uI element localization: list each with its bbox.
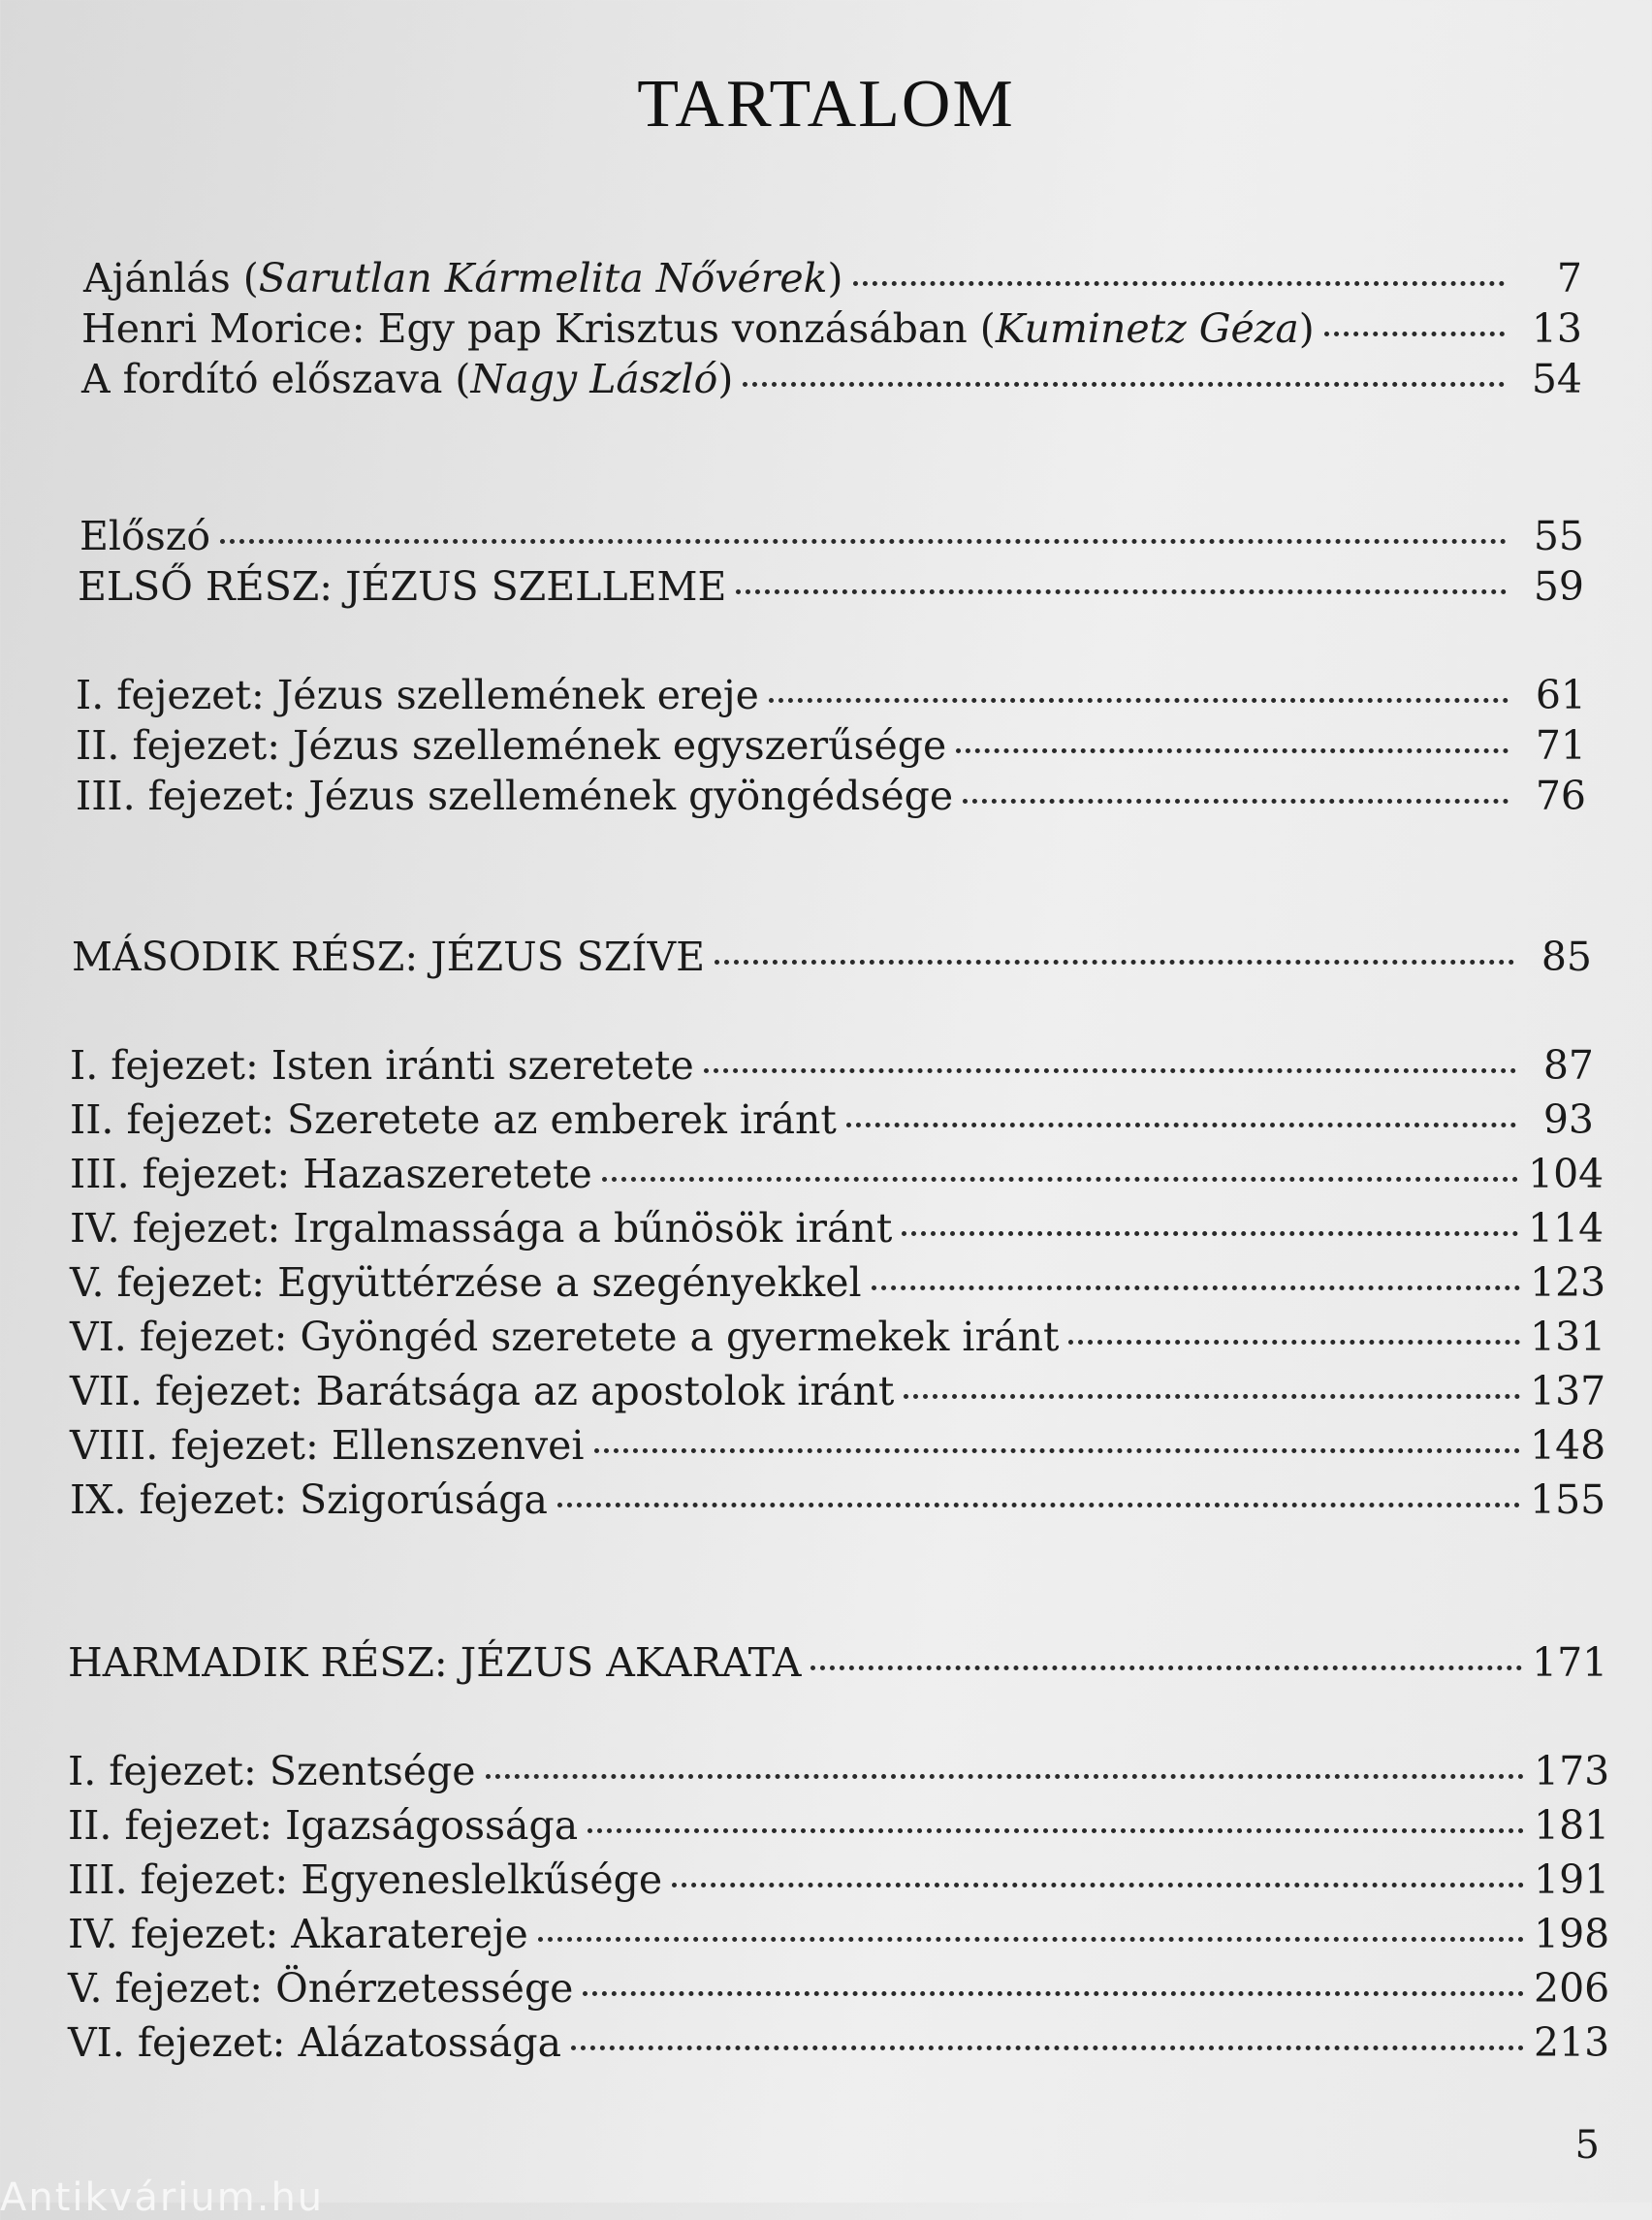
leader-dots <box>853 271 1506 286</box>
toc-entry-label: I. fejezet: Isten iránti szeretete <box>70 1042 694 1089</box>
leader-dots <box>583 1982 1524 1996</box>
toc-part-heading <box>78 562 1584 613</box>
toc-entry-label: III. fejezet: Jézus szellemének gyöngédsége <box>76 773 954 819</box>
leader-dots <box>588 1819 1524 1833</box>
toc-page-number: 123 <box>1530 1259 1606 1306</box>
toc-entry-label: A fordító előszava (Nagy László) <box>81 356 734 402</box>
toc-entry <box>76 671 1586 721</box>
toc-entry <box>70 1421 1606 1472</box>
leader-dots <box>902 1221 1518 1236</box>
toc-page-number: 171 <box>1532 1639 1608 1686</box>
toc-page-number: 198 <box>1534 1911 1610 1957</box>
toc-page-number: 59 <box>1533 563 1584 610</box>
leader-dots <box>704 1059 1516 1073</box>
toc-entry-label: II. fejezet: Jézus szellemének egyszerűsége <box>76 722 947 769</box>
leader-dots <box>557 1493 1520 1507</box>
toc-entry <box>68 1964 1610 2014</box>
toc-entry-label: Ajánlás (Sarutlan Kármelita Nővérek) <box>83 255 843 301</box>
page-number: 5 <box>1574 2123 1600 2168</box>
toc-page-number: 71 <box>1535 722 1586 769</box>
toc-entry <box>70 1475 1606 1526</box>
leader-dots <box>846 1113 1516 1127</box>
page-title: TARTALOM <box>637 67 1015 142</box>
leader-dots <box>736 580 1507 594</box>
leader-dots <box>963 789 1509 804</box>
toc-page-number: 85 <box>1541 934 1592 980</box>
toc-entry-label: IV. fejezet: Akaratereje <box>68 1911 528 1957</box>
toc-entry <box>70 1367 1606 1417</box>
toc-entry-label: HARMADIK RÉSZ: JÉZUS AKARATA <box>68 1639 802 1686</box>
toc-entry-label: VI. fejezet: Alázatossága <box>68 2019 562 2066</box>
toc-page-number: 206 <box>1534 1965 1610 2012</box>
toc-entry <box>70 1313 1606 1363</box>
toc-page-number: 191 <box>1534 1856 1610 1903</box>
leader-dots <box>672 1873 1524 1887</box>
leader-dots <box>956 739 1509 753</box>
toc-entry-label: III. fejezet: Egyeneslelkűsége <box>68 1856 663 1903</box>
toc-page-number: 131 <box>1530 1314 1606 1360</box>
toc-entry-label: I. fejezet: Jézus szellemének ereje <box>76 672 759 718</box>
toc-entry <box>79 512 1584 562</box>
toc-page-number: 104 <box>1528 1151 1604 1197</box>
toc-entry <box>76 772 1586 822</box>
toc-entry-label: Henri Morice: Egy pap Krisztus vonzásában (Kuminetz Géza) <box>81 305 1315 352</box>
leader-dots <box>715 950 1514 965</box>
toc-entry-label: VI. fejezet: Gyöngéd szeretete a gyermekek iránt <box>70 1314 1060 1360</box>
toc-entry-label: VIII. fejezet: Ellenszenvei <box>70 1422 585 1469</box>
toc-entry-label: MÁSODIK RÉSZ: JÉZUS SZÍVE <box>72 934 706 980</box>
toc-entry <box>81 304 1582 355</box>
toc-entry-label: II. fejezet: Igazságossága <box>68 1802 579 1849</box>
toc-part-heading <box>68 1638 1608 1689</box>
toc-page-number: 181 <box>1534 1802 1610 1849</box>
leader-dots <box>602 1167 1518 1182</box>
leader-dots <box>872 1276 1520 1290</box>
toc-page-number: 114 <box>1528 1205 1604 1252</box>
toc-entry-label: Előszó <box>79 513 211 559</box>
toc-page-number: 55 <box>1533 513 1584 559</box>
toc-entry <box>70 1204 1604 1254</box>
toc-entry-label: ELSŐ RÉSZ: JÉZUS SZELLEME <box>78 563 727 610</box>
toc-entry <box>70 1095 1594 1146</box>
toc-entry <box>81 355 1582 405</box>
toc-entry-label: IV. fejezet: Irgalmassága a bűnösök iránt <box>70 1205 893 1252</box>
toc-entry <box>70 1258 1606 1309</box>
toc-page-number: 213 <box>1534 2019 1610 2066</box>
toc-entry <box>70 1041 1594 1092</box>
toc-page-number: 87 <box>1542 1042 1594 1089</box>
toc-entry <box>83 254 1582 304</box>
toc-page-number: 155 <box>1530 1476 1606 1523</box>
leader-dots <box>486 1764 1524 1779</box>
toc-entry-label: V. fejezet: Önérzetessége <box>68 1965 574 2012</box>
toc-page-number: 173 <box>1534 1748 1610 1794</box>
toc-entry-label: I. fejezet: Szentsége <box>68 1748 476 1794</box>
leader-dots <box>538 1927 1524 1942</box>
toc-part-heading <box>72 933 1592 983</box>
leader-dots <box>769 688 1509 703</box>
leader-dots <box>220 529 1507 544</box>
toc-page-number: 7 <box>1556 255 1582 301</box>
toc-entry-label: VII. fejezet: Barátsága az apostolok iránt <box>70 1368 895 1414</box>
toc-page-number: 137 <box>1530 1368 1606 1414</box>
toc-page-number: 13 <box>1531 305 1582 352</box>
leader-dots <box>743 372 1505 387</box>
toc-entry-label: II. fejezet: Szeretete az emberek iránt <box>70 1096 837 1143</box>
watermark: Antikvárium.hu <box>0 2175 325 2220</box>
toc-page-number: 61 <box>1535 672 1586 718</box>
toc-page-number: 54 <box>1531 356 1582 402</box>
toc-entry <box>68 1855 1610 1906</box>
leader-dots <box>1068 1330 1520 1345</box>
toc-entry <box>68 1747 1610 1797</box>
toc-entry <box>68 2018 1610 2069</box>
toc-entry <box>70 1150 1604 1200</box>
toc-entry <box>76 721 1586 772</box>
leader-dots <box>1324 322 1505 336</box>
leader-dots <box>810 1656 1522 1670</box>
toc-page-number: 76 <box>1535 773 1586 819</box>
toc-entry-label: III. fejezet: Hazaszeretete <box>70 1151 592 1197</box>
toc-entry-label: IX. fejezet: Szigorúsága <box>70 1476 548 1523</box>
toc-entry-label: V. fejezet: Együttérzése a szegényekkel <box>70 1259 862 1306</box>
leader-dots <box>594 1439 1520 1453</box>
leader-dots <box>904 1384 1520 1399</box>
toc-page-number: 93 <box>1542 1096 1594 1143</box>
leader-dots <box>571 2036 1524 2050</box>
toc-page-number: 148 <box>1530 1422 1606 1469</box>
toc-entry <box>68 1910 1610 1960</box>
toc-entry <box>68 1801 1610 1852</box>
